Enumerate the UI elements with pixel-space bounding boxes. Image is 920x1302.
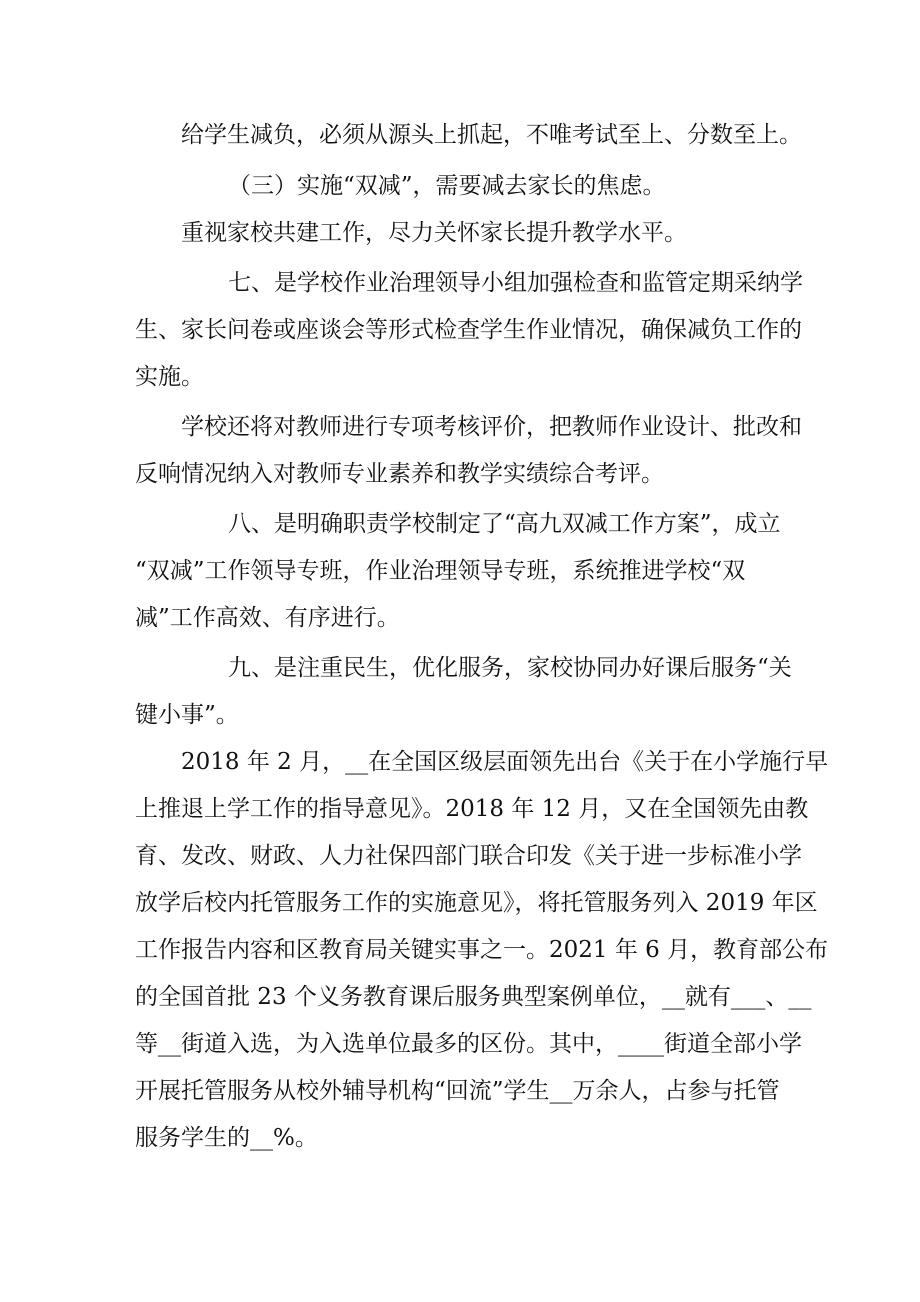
text-line: 服务学生的__%。	[135, 1125, 318, 1151]
text-line: 给学生减负，必须从源头上抓起，不唯考试至上、分数至上。	[181, 122, 802, 148]
text-line: 八、是明确职责学校制定了“高九双减工作方案”，成立	[228, 511, 781, 537]
text-line: 开展托管服务从校外辅导机构“回流”学生__万余人，占参与托管	[135, 1078, 780, 1104]
text-line: 七、是学校作业治理领导小组加强检查和监管定期采纳学	[228, 270, 803, 296]
text-line: 键小事”。	[135, 702, 239, 728]
text-line: 放学后校内托管服务工作的实施意见》，将托管服务列入 2019 年区	[135, 890, 818, 916]
text-line: 实施。	[135, 364, 204, 390]
text-line: 育、发改、财政、人力社保四部门联合印发《关于进一步标准小学	[135, 843, 802, 869]
text-line: 减”工作高效、有序进行。	[135, 605, 400, 631]
text-line: 上推退上学工作的指导意见》。2018 年 12 月，又在全国领先由教	[135, 796, 809, 822]
text-line: 的全国首批 23 个义务教育课后服务典型案例单位，__就有___、__	[135, 984, 812, 1010]
section-heading: （三）实施“双减”，需要减去家长的焦虑。	[228, 173, 666, 199]
text-line: “双减”工作领导专班，作业治理领导专班，系统推进学校“双	[135, 558, 746, 584]
text-line: 生、家长问卷或座谈会等形式检查学生作业情况，确保减负工作的	[135, 317, 802, 343]
text-line: 九、是注重民生，优化服务，家校协同办好课后服务“关	[228, 655, 792, 681]
text-line: 等__街道入选，为入选单位最多的区份。其中，____街道全部小学	[135, 1031, 802, 1057]
text-line: 2018 年 2 月，__在全国区级层面领先出台《关于在小学施行早	[181, 749, 829, 775]
text-line: 重视家校共建工作，尽力关怀家长提升教学水平。	[181, 220, 687, 246]
text-line: 工作报告内容和区教育局关键实事之一。2021 年 6 月，教育部公布	[135, 937, 829, 963]
text-line: 学校还将对教师进行专项考核评价，把教师作业设计、批改和	[181, 414, 802, 440]
text-line: 反响情况纳入对教师专业素养和教学实绩综合考评。	[135, 461, 664, 487]
